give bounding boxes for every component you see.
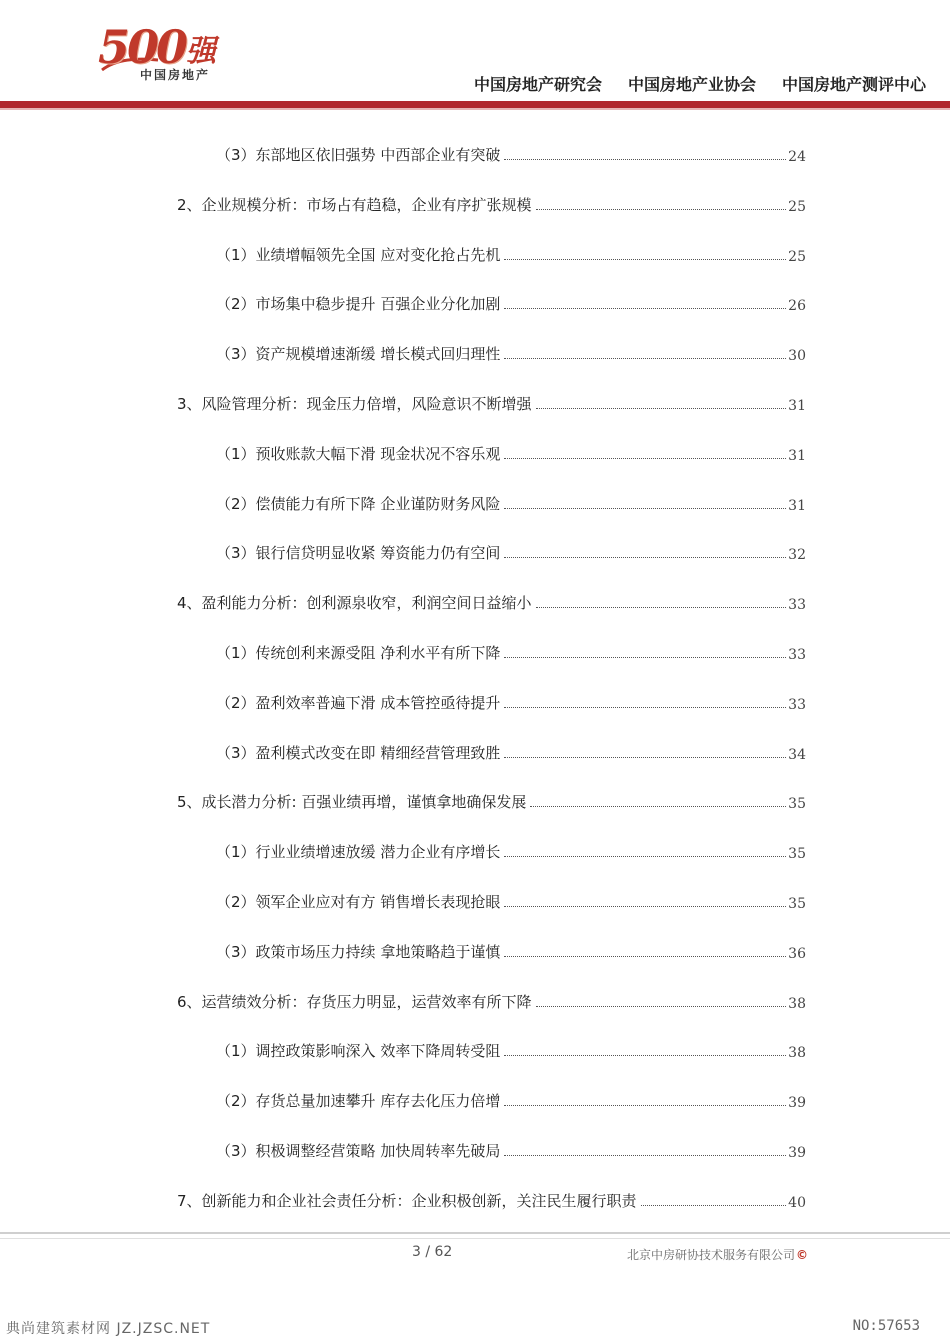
toc-entry-title: （3）政策市场压力持续 拿地策略趋于谨慎: [216, 943, 501, 961]
header-divider: [0, 101, 950, 108]
toc-dot-leader: [536, 606, 786, 608]
toc-entry[interactable]: [216, 689, 806, 713]
company-name: 北京中房研协技术服务有限公司: [626, 1248, 795, 1262]
toc-dot-leader: [504, 258, 786, 260]
toc-entry-title: 3、风险管理分析：现金压力倍增，风险意识不断增强: [177, 395, 532, 413]
toc-entry-title: （2）市场集中稳步提升 百强企业分化加剧: [216, 295, 501, 313]
toc-entry[interactable]: [177, 1187, 806, 1211]
page-header: [0, 0, 950, 112]
toc-entry-title: （1）传统创利来源受阻 净利水平有所下降: [216, 644, 501, 662]
logo: [98, 20, 238, 90]
toc-entry-page: 33: [788, 647, 806, 663]
logo-number: 500: [98, 20, 186, 74]
toc-entry-page: 33: [788, 597, 806, 613]
toc-entry-title: （2）偿债能力有所下降 企业谨防财务风险: [216, 495, 501, 513]
toc-entry-page: 36: [788, 946, 806, 962]
toc-entry-page: 35: [788, 796, 806, 812]
toc-entry-title: （3）资产规模增速渐缓 增长模式回归理性: [216, 345, 501, 363]
logo-subtitle: 中国房地产: [140, 68, 211, 82]
toc-entry-title: （2）存货总量加速攀升 库存去化压力倍增: [216, 1092, 501, 1110]
toc-entry[interactable]: [177, 788, 806, 812]
org-list: [474, 72, 926, 95]
toc-dot-leader: [504, 855, 786, 857]
toc-entry-title: （3）银行信贷明显收紧 筹资能力仍有空间: [216, 544, 501, 562]
toc-dot-leader: [504, 656, 786, 658]
toc-dot-leader: [504, 556, 786, 558]
toc-dot-leader: [504, 1054, 786, 1056]
toc-entry[interactable]: [216, 340, 806, 364]
toc-entry-page: 33: [788, 697, 806, 713]
toc-entry[interactable]: [216, 539, 806, 563]
watermark-number: NO:57653: [852, 1318, 920, 1334]
toc-entry-page: 30: [788, 348, 806, 364]
toc-entry-page: 31: [788, 398, 806, 414]
toc-dot-leader: [504, 1104, 786, 1106]
header-divider-shadow: [0, 108, 950, 110]
toc-entry-title: 5、成长潜力分析: 百强业绩再增，谨慎拿地确保发展: [177, 793, 527, 811]
toc-dot-leader: [504, 158, 786, 160]
toc-dot-leader: [504, 1154, 786, 1156]
toc-entry[interactable]: [177, 191, 806, 215]
org-name: 中国房地产业协会: [627, 75, 756, 94]
toc-entry-page: 34: [788, 747, 806, 763]
toc-entry-title: 7、创新能力和企业社会责任分析：企业积极创新，关注民生履行职责: [177, 1192, 637, 1210]
toc-entry-title: （1）行业业绩增速放缓 潜力企业有序增长: [216, 843, 501, 861]
toc-entry-page: 38: [788, 1045, 806, 1061]
toc-dot-leader: [504, 706, 786, 708]
toc-dot-leader: [504, 457, 786, 459]
toc-entry-title: （1）预收账款大幅下滑 现金状况不容乐观: [216, 445, 501, 463]
toc-entry-page: 32: [788, 547, 806, 563]
toc-entry-page: 38: [788, 996, 806, 1012]
toc-entry[interactable]: [216, 838, 806, 862]
toc-entry[interactable]: [216, 1137, 806, 1161]
toc-entry[interactable]: [177, 390, 806, 414]
toc-entry[interactable]: [216, 141, 806, 165]
toc-dot-leader: [536, 208, 786, 210]
toc-entry-page: 40: [788, 1195, 806, 1211]
toc-dot-leader: [536, 1005, 786, 1007]
toc-entry[interactable]: [216, 938, 806, 962]
toc-entry[interactable]: [216, 888, 806, 912]
toc-entry-page: 25: [788, 199, 806, 215]
toc-entry-page: 35: [788, 846, 806, 862]
toc-entry[interactable]: [216, 739, 806, 763]
toc-entry[interactable]: [216, 1087, 806, 1111]
footer-divider-thin: [0, 1238, 950, 1239]
toc-dot-leader: [504, 955, 786, 957]
company-credit: [627, 1246, 808, 1263]
toc-entry[interactable]: [216, 639, 806, 663]
toc-dot-leader: [641, 1204, 786, 1206]
toc-dot-leader: [530, 805, 786, 807]
page-indicator: 3 / 62: [412, 1244, 453, 1260]
toc-entry-title: （2）领军企业应对有方 销售增长表现抢眼: [216, 893, 501, 911]
toc-dot-leader: [504, 507, 786, 509]
toc-entry-title: （3）盈利模式改变在即 精细经营管理致胜: [216, 744, 501, 762]
toc-entry[interactable]: [216, 440, 806, 464]
logo-strong: 强: [186, 34, 216, 69]
toc-entry-title: （1）调控政策影响深入 效率下降周转受阻: [216, 1042, 501, 1060]
toc-entry-page: 39: [788, 1095, 806, 1111]
toc-entry-title: 2、企业规模分析：市场占有趋稳，企业有序扩张规模: [177, 196, 532, 214]
toc-dot-leader: [504, 307, 786, 309]
toc-dot-leader: [504, 756, 786, 758]
toc-entry-page: 31: [788, 498, 806, 514]
toc-entry-page: 31: [788, 448, 806, 464]
toc-entry-title: （3）东部地区依旧强势 中西部企业有突破: [216, 146, 501, 164]
toc-entry-page: 25: [788, 249, 806, 265]
toc-entry[interactable]: [216, 290, 806, 314]
toc-entry-title: （2）盈利效率普遍下滑 成本管控亟待提升: [216, 694, 501, 712]
toc-entry-page: 24: [788, 149, 806, 165]
toc-dot-leader: [536, 407, 786, 409]
toc-entry[interactable]: [177, 589, 806, 613]
toc-entry-title: （3）积极调整经营策略 加快周转率先破局: [216, 1142, 501, 1160]
toc-entry-title: 6、运营绩效分析：存货压力明显，运营效率有所下降: [177, 993, 532, 1011]
toc-entry[interactable]: [216, 241, 806, 265]
toc-entry[interactable]: [216, 1037, 806, 1061]
toc-entry[interactable]: [216, 490, 806, 514]
footer-divider: [0, 1232, 950, 1234]
toc-entry[interactable]: [177, 988, 806, 1012]
toc-entry-page: 26: [788, 298, 806, 314]
org-name: 中国房地产研究会: [473, 75, 602, 94]
org-name: 中国房地产测评中心: [781, 75, 926, 94]
toc-entry-page: 39: [788, 1145, 806, 1161]
toc-dot-leader: [504, 357, 786, 359]
toc-entry-title: （1）业绩增幅领先全国 应对变化抢占先机: [216, 246, 501, 264]
toc-entry-title: 4、盈利能力分析：创利源泉收窄，利润空间日益缩小: [177, 594, 532, 612]
copyright-icon: ©: [796, 1247, 808, 1262]
toc-entry-page: 35: [788, 896, 806, 912]
toc-dot-leader: [504, 905, 786, 907]
watermark-site: 典尚建筑素材网 JZ.JZSC.NET: [6, 1321, 211, 1337]
